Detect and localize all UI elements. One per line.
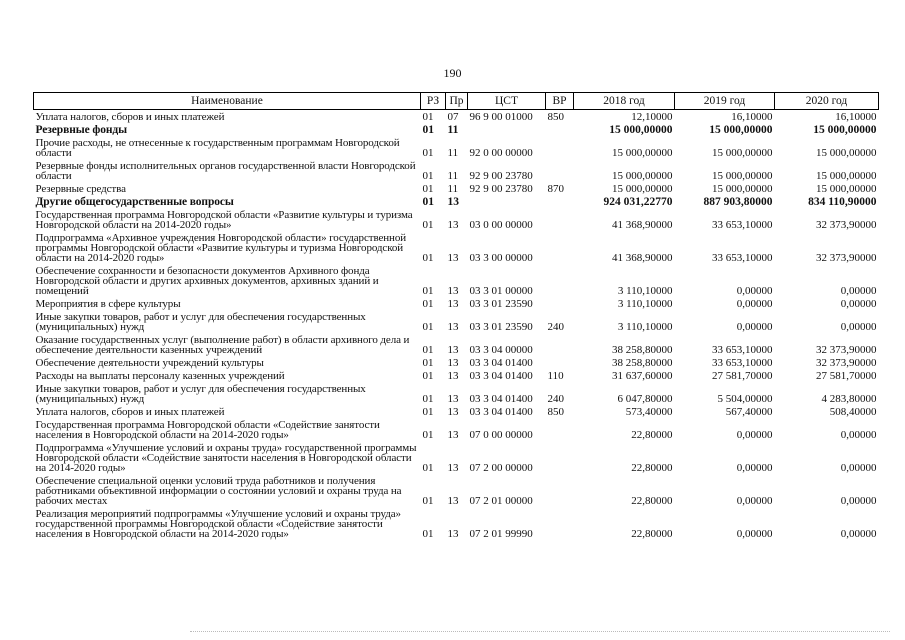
row-pr: 07 xyxy=(447,111,459,123)
header-2019: 2019 год xyxy=(675,93,775,110)
row-vr xyxy=(546,136,574,159)
row-rz: 01 xyxy=(422,285,434,297)
table-row xyxy=(34,195,879,208)
row-name: Подпрограмма «Улучшение условий и охраны труда» государственной программы Новгородской области «Содействие занятости населения в Новгородской области на 2014-2020 годы» xyxy=(35,442,417,474)
row-cst: 03 3 00 00000 xyxy=(469,252,533,264)
row-vr xyxy=(546,507,574,540)
table-row xyxy=(34,441,879,474)
table-row xyxy=(34,159,879,182)
header-cst: ЦСТ xyxy=(468,93,546,110)
row-cst: 92 9 00 23780 xyxy=(469,183,533,195)
row-rz: 01 xyxy=(422,393,434,405)
row-2020: 15 000,00000 xyxy=(816,183,877,195)
header-vr: ВР xyxy=(546,93,574,110)
budget-table xyxy=(33,92,879,540)
row-2019: 0,00000 xyxy=(736,495,773,507)
row-2018: 22,80000 xyxy=(631,429,673,441)
row-name: Государственная программа Новгородской области «Содействие занятости населения в Новгородской области на 2014-2020 годы» xyxy=(35,419,380,441)
table-body xyxy=(34,110,879,541)
table-row xyxy=(34,310,879,333)
row-name: Обеспечение деятельности учреждений культуры xyxy=(35,357,264,369)
header-2018: 2018 год xyxy=(574,93,675,110)
row-2020: 15 000,00000 xyxy=(816,147,877,159)
row-2020: 16,10000 xyxy=(835,111,877,123)
row-2019: 33 653,10000 xyxy=(712,344,773,356)
row-rz: 01 xyxy=(422,528,434,540)
scan-artifact xyxy=(190,631,890,634)
table-row xyxy=(34,474,879,507)
row-pr: 13 xyxy=(447,196,459,208)
row-name: Расходы на выплаты персоналу казенных учреждений xyxy=(35,370,285,382)
row-cst: 07 2 01 99990 xyxy=(469,528,533,540)
row-name: Другие общегосударственные вопросы xyxy=(35,196,234,208)
header-pr: Пр xyxy=(446,93,468,110)
row-name: Обеспечение специальной оценки условий труда работников и получения работниками объективной информации о состоянии условий и охраны труда на рабочих местах xyxy=(35,475,402,507)
row-name: Иные закупки товаров, работ и услуг для обеспечения государственных (муниципальных) нужд xyxy=(35,383,366,405)
row-vr xyxy=(546,159,574,182)
header-rz: РЗ xyxy=(421,93,446,110)
row-cst: 07 2 01 00000 xyxy=(469,495,533,507)
row-pr: 11 xyxy=(447,183,459,195)
table-row xyxy=(34,418,879,441)
row-2020: 4 283,80000 xyxy=(821,393,877,405)
row-2019: 5 504,00000 xyxy=(717,393,773,405)
table-row xyxy=(34,136,879,159)
row-2020: 27 581,70000 xyxy=(816,370,877,382)
row-pr: 13 xyxy=(447,321,459,333)
row-2020: 0,00000 xyxy=(840,462,877,474)
row-vr: 110 xyxy=(547,370,564,382)
row-pr: 13 xyxy=(447,370,459,382)
row-rz: 01 xyxy=(422,298,434,310)
row-2020: 32 373,90000 xyxy=(816,344,877,356)
row-cst: 03 3 04 01400 xyxy=(469,393,533,405)
row-rz: 01 xyxy=(422,196,434,208)
table-row xyxy=(34,507,879,540)
table-row xyxy=(34,264,879,297)
row-2020: 0,00000 xyxy=(840,528,877,540)
row-pr: 13 xyxy=(447,357,459,369)
page-number: 190 xyxy=(443,66,462,80)
row-name: Оказание государственных услуг (выполнение работ) в области архивного дела и обеспечение деятельности казенных учреждений xyxy=(35,334,410,356)
row-name: Мероприятия в сфере культуры xyxy=(35,298,181,310)
row-vr xyxy=(546,264,574,297)
row-2020: 15 000,00000 xyxy=(816,170,877,182)
row-2019: 15 000,00000 xyxy=(712,183,773,195)
table-row xyxy=(34,123,879,136)
row-pr: 11 xyxy=(447,170,459,182)
row-cst: 03 3 04 00000 xyxy=(469,344,533,356)
row-2020: 834 110,90000 xyxy=(808,196,877,208)
row-cst: 03 3 01 23590 xyxy=(469,321,533,333)
row-cst: 03 3 01 23590 xyxy=(469,298,533,310)
row-vr: 240 xyxy=(547,393,564,405)
row-2018: 22,80000 xyxy=(631,462,673,474)
row-2018: 3 110,10000 xyxy=(617,321,673,333)
table-row xyxy=(34,333,879,356)
row-2018: 41 368,90000 xyxy=(612,252,673,264)
row-vr: 870 xyxy=(547,183,564,195)
row-2018: 15 000,00000 xyxy=(612,183,673,195)
row-rz: 01 xyxy=(422,344,434,356)
row-rz: 01 xyxy=(422,111,434,123)
row-name: Уплата налогов, сборов и иных платежей xyxy=(35,406,225,418)
row-vr xyxy=(546,231,574,264)
row-rz: 01 xyxy=(422,321,434,333)
table-row xyxy=(34,231,879,264)
row-2018: 15 000,00000 xyxy=(612,147,673,159)
row-2019: 567,40000 xyxy=(725,406,773,418)
row-2020: 15 000,00000 xyxy=(813,124,877,136)
row-vr xyxy=(546,208,574,231)
row-rz: 01 xyxy=(422,495,434,507)
row-cst: 07 2 00 00000 xyxy=(469,462,533,474)
row-cst: 03 3 04 01400 xyxy=(469,406,533,418)
row-name: Государственная программа Новгородской области «Развитие культуры и туризма Новгородской области на 2014-2020 годы» xyxy=(35,209,413,231)
row-2020: 508,40000 xyxy=(829,406,877,418)
table-row xyxy=(34,297,879,310)
row-2019: 0,00000 xyxy=(736,528,773,540)
row-rz: 01 xyxy=(422,219,434,231)
table-row xyxy=(34,208,879,231)
row-2019: 0,00000 xyxy=(736,429,773,441)
row-2019: 16,10000 xyxy=(731,111,773,123)
row-2018: 41 368,90000 xyxy=(612,219,673,231)
row-name: Резервные средства xyxy=(35,183,126,195)
row-2018: 12,10000 xyxy=(631,111,673,123)
row-pr: 13 xyxy=(447,285,459,297)
row-cst: 92 0 00 00000 xyxy=(469,147,533,159)
table-row xyxy=(34,369,879,382)
row-pr: 13 xyxy=(447,219,459,231)
row-cst: 03 0 00 00000 xyxy=(469,219,533,231)
row-2018: 6 047,80000 xyxy=(617,393,673,405)
row-2019: 0,00000 xyxy=(736,285,773,297)
row-pr: 13 xyxy=(447,298,459,310)
row-2019: 0,00000 xyxy=(736,298,773,310)
row-pr: 13 xyxy=(447,462,459,474)
row-rz: 01 xyxy=(422,429,434,441)
row-pr: 11 xyxy=(447,147,459,159)
header-name: Наименование xyxy=(34,93,421,110)
row-name: Обеспечение сохранности и безопасности документов Архивного фонда Новгородской области и других архивных документов, архивных зданий и помещений xyxy=(35,265,379,297)
row-vr xyxy=(546,441,574,474)
row-vr xyxy=(546,333,574,356)
row-rz: 01 xyxy=(422,406,434,418)
row-rz: 01 xyxy=(422,170,434,182)
table-header-row xyxy=(34,93,879,110)
row-2018: 22,80000 xyxy=(631,528,673,540)
table-row xyxy=(34,405,879,418)
row-2020: 32 373,90000 xyxy=(816,219,877,231)
row-2018: 3 110,10000 xyxy=(617,298,673,310)
row-vr: 850 xyxy=(547,406,564,418)
row-2019: 27 581,70000 xyxy=(712,370,773,382)
table-row xyxy=(34,382,879,405)
row-pr: 13 xyxy=(447,344,459,356)
row-rz: 01 xyxy=(422,252,434,264)
row-name: Подпрограмма «Архивное учреждения Новгородской области» государственной программы Новгородской области «Развитие культуры и туризма Новгородской области на 2014-2020 годы» xyxy=(35,232,407,264)
row-2019: 887 903,80000 xyxy=(703,196,773,208)
row-rz: 01 xyxy=(422,124,434,136)
row-2019: 0,00000 xyxy=(736,462,773,474)
row-pr: 13 xyxy=(447,252,459,264)
row-vr xyxy=(546,297,574,310)
row-vr: 240 xyxy=(547,321,564,333)
row-name: Уплата налогов, сборов и иных платежей xyxy=(35,111,225,123)
row-2018: 924 031,22770 xyxy=(603,196,673,208)
row-pr: 13 xyxy=(447,528,459,540)
row-name: Реализация мероприятий подпрограммы «Улучшение условий и охраны труда» государственной программы Новгородской области «Содействие занятости населения в Новгородской области на 2014-2020 годы» xyxy=(35,508,401,540)
row-vr xyxy=(546,123,574,136)
row-vr xyxy=(546,195,574,208)
row-name: Иные закупки товаров, работ и услуг для обеспечения государственных (муниципальных) нужд xyxy=(35,311,366,333)
table-row xyxy=(34,110,879,124)
row-2019: 33 653,10000 xyxy=(712,252,773,264)
row-2020: 0,00000 xyxy=(840,285,877,297)
row-2018: 22,80000 xyxy=(631,495,673,507)
row-rz: 01 xyxy=(422,462,434,474)
table-row xyxy=(34,356,879,369)
row-pr: 13 xyxy=(447,495,459,507)
row-cst: 03 3 01 00000 xyxy=(469,285,533,297)
row-2020: 0,00000 xyxy=(840,429,877,441)
row-2018: 38 258,80000 xyxy=(612,357,673,369)
row-2018: 15 000,00000 xyxy=(612,170,673,182)
row-rz: 01 xyxy=(422,357,434,369)
row-2018: 38 258,80000 xyxy=(612,344,673,356)
row-cst: 96 9 00 01000 xyxy=(469,111,533,123)
row-cst: 07 0 00 00000 xyxy=(469,429,533,441)
table-row xyxy=(34,182,879,195)
row-rz: 01 xyxy=(422,147,434,159)
row-2020: 0,00000 xyxy=(840,298,877,310)
row-2018: 3 110,10000 xyxy=(617,285,673,297)
row-2019: 15 000,00000 xyxy=(712,170,773,182)
row-vr xyxy=(546,356,574,369)
row-vr: 850 xyxy=(547,111,564,123)
row-2019: 15 000,00000 xyxy=(709,124,773,136)
row-cst: 03 3 04 01400 xyxy=(469,357,533,369)
row-pr: 13 xyxy=(447,429,459,441)
row-name: Прочие расходы, не отнесенные к государственным программам Новгородской области xyxy=(35,137,400,159)
row-cst xyxy=(468,195,546,208)
row-vr xyxy=(546,418,574,441)
row-2020: 32 373,90000 xyxy=(816,252,877,264)
row-name: Резервные фонды xyxy=(35,124,128,136)
row-name: Резервные фонды исполнительных органов государственной власти Новгородской области xyxy=(35,160,416,182)
row-2020: 32 373,90000 xyxy=(816,357,877,369)
row-2020: 0,00000 xyxy=(840,321,877,333)
row-2019: 33 653,10000 xyxy=(712,219,773,231)
header-2020: 2020 год xyxy=(775,93,879,110)
row-2018: 31 637,60000 xyxy=(612,370,673,382)
row-2019: 33 653,10000 xyxy=(712,357,773,369)
row-pr: 13 xyxy=(447,393,459,405)
row-2018: 15 000,00000 xyxy=(609,124,673,136)
row-vr xyxy=(546,474,574,507)
row-2019: 0,00000 xyxy=(736,321,773,333)
row-cst xyxy=(468,123,546,136)
row-rz: 01 xyxy=(422,370,434,382)
row-2020: 0,00000 xyxy=(840,495,877,507)
row-pr: 11 xyxy=(447,124,459,136)
row-2018: 573,40000 xyxy=(625,406,673,418)
row-rz: 01 xyxy=(422,183,434,195)
row-cst: 03 3 04 01400 xyxy=(469,370,533,382)
row-cst: 92 9 00 23780 xyxy=(469,170,533,182)
row-pr: 13 xyxy=(447,406,459,418)
row-2019: 15 000,00000 xyxy=(712,147,773,159)
